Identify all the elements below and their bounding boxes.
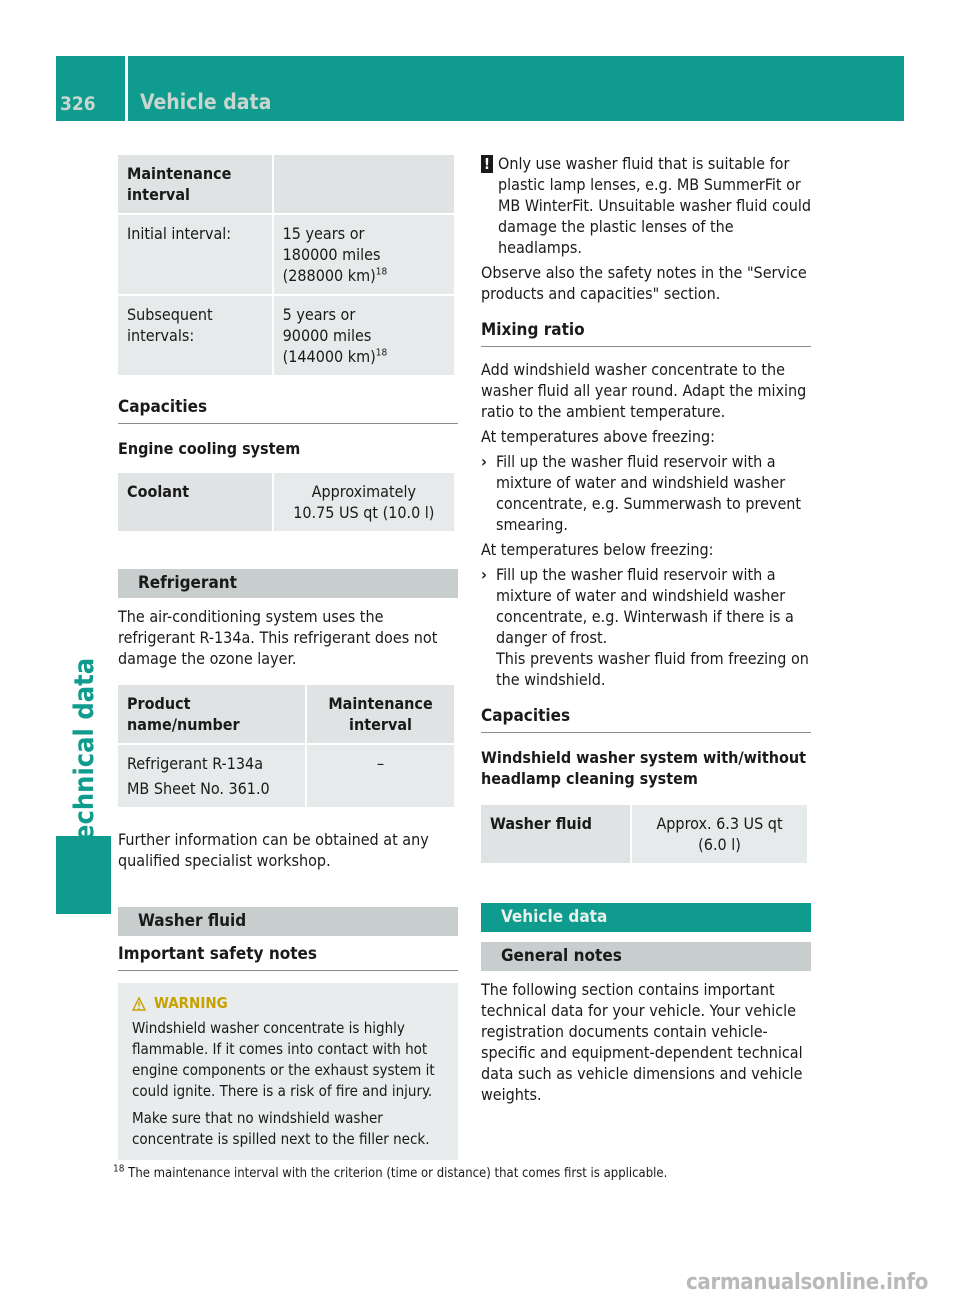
cell-line: 5 years or	[282, 305, 356, 324]
mixing-paragraph: Add windshield washer concentrate to the washer fluid all year round. Adapt the mixing ratio to the ambient temperature.	[481, 360, 807, 421]
subheading-engine-cooling: Engine cooling system	[118, 439, 301, 458]
refrigerant-paragraph: The air-conditioning system uses the refrigerant R-134a. This refrigerant does not damage the ozone layer.	[118, 607, 438, 668]
cell-line: 10.75 US qt (10.0 l)	[293, 503, 435, 522]
page-number: 326	[60, 93, 96, 115]
table-row	[118, 296, 454, 375]
cell-line	[283, 346, 445, 367]
table-row	[118, 473, 454, 531]
cell-line: interval	[349, 715, 412, 734]
table-cell	[274, 296, 454, 375]
section-heading-capacities: Capacities	[118, 397, 458, 424]
warning-box	[118, 983, 458, 1160]
table-cell: –	[307, 745, 454, 807]
step-text: Fill up the washer fluid reservoir with a mixture of water and windshield washer concentrate, e.g. Summerwash to prevent smearing.	[496, 452, 802, 534]
section-heading-general-notes: General notes	[481, 942, 811, 971]
general-notes-paragraph: The following section contains important technical data for your vehicle. Your vehicle registration documents contain vehicle-specific and equipment-dependent technical data such as vehicle dimensions and vehicle weights.	[481, 980, 803, 1104]
note-item	[481, 153, 811, 258]
header-divider	[125, 56, 128, 121]
section-heading-washer-fluid: Washer fluid	[118, 907, 458, 936]
table-cell	[274, 473, 454, 531]
table-row	[118, 215, 454, 294]
cell-text: (144000 km)	[282, 347, 376, 366]
observe-paragraph: Observe also the safety notes in the "Service products and capacities" section.	[481, 263, 807, 303]
instruction-step	[481, 564, 811, 690]
cell-line: (6.0 l)	[698, 835, 741, 854]
cell-line: Refrigerant R-134a	[127, 754, 264, 773]
warning-icon	[132, 997, 146, 1011]
washer-table	[479, 803, 809, 865]
section-heading-refrigerant: Refrigerant	[118, 569, 458, 598]
cell-line: Maintenance	[328, 694, 433, 713]
instruction-step	[481, 451, 811, 535]
step-text-extra: This prevents washer fluid from freezing on the windshield.	[496, 649, 809, 689]
cell-line: 180000 miles	[282, 245, 381, 264]
below-freezing-label: At temperatures below freezing:	[481, 540, 714, 559]
table-row	[118, 155, 454, 213]
footnote-number: 18	[113, 1163, 125, 1175]
watermark: carmanualsonline.info	[686, 1270, 928, 1295]
further-info-paragraph: Further information can be obtained at any qualified specialist workshop.	[118, 830, 429, 870]
above-freezing-label: At temperatures above freezing:	[481, 427, 716, 446]
cell-text: (288000 km)	[282, 266, 376, 285]
table-row	[118, 745, 454, 807]
side-tab-label: Technical data	[69, 657, 100, 854]
table-cell	[118, 296, 272, 375]
note-icon: !	[481, 153, 496, 258]
cell-line: Approx. 6.3 US qt	[656, 814, 783, 833]
cell-line: 90000 miles	[282, 326, 372, 345]
table-header-cell	[274, 155, 454, 213]
table-header-cell	[307, 685, 454, 743]
table-header-cell: Coolant	[118, 473, 272, 531]
note-text: Only use washer fluid that is suitable for plastic lamp lenses, e.g. MB SummerFit or MB WinterFit. Unsuitable washer fluid could damage the plastic lenses of the headlamps.	[498, 154, 811, 257]
right-column	[481, 153, 811, 1105]
maintenance-table	[116, 153, 456, 377]
cell-line	[283, 265, 445, 286]
table-header-cell: Washer fluid	[481, 805, 630, 863]
table-header-cell: Product name/number	[118, 685, 305, 743]
step-arrow-icon: ›	[481, 565, 487, 584]
warning-title	[132, 993, 448, 1014]
refrigerant-table	[116, 683, 456, 809]
table-cell: Initial interval:	[118, 215, 272, 294]
table-row	[118, 685, 454, 743]
subheading-washer-system: Windshield washer system with/without headlamp cleaning system	[481, 748, 807, 788]
footnote-ref: 18	[375, 347, 388, 359]
cell-line: MB Sheet No. 361.0	[127, 779, 270, 798]
cell-line: 15 years or	[282, 224, 365, 243]
cell-line: intervals:	[127, 326, 195, 345]
table-cell	[274, 215, 454, 294]
warning-title-text: WARNING	[154, 994, 228, 1012]
footnote-text: The maintenance interval with the criterion (time or distance) that comes first is applicable.	[128, 1166, 668, 1181]
footnote-ref: 18	[375, 266, 388, 278]
cell-line: Subsequent	[127, 305, 213, 324]
section-heading-safety-notes: Important safety notes	[118, 944, 458, 971]
table-row	[481, 805, 807, 863]
table-header-cell: Maintenance interval	[118, 155, 272, 213]
table-cell	[118, 745, 305, 807]
cell-line: Approximately	[311, 482, 416, 501]
footnote	[113, 1163, 668, 1181]
step-arrow-icon: ›	[481, 452, 487, 471]
warning-paragraph: Make sure that no windshield washer concentrate is spilled next to the filler neck.	[132, 1109, 430, 1148]
left-column	[118, 153, 458, 1160]
step-text-main: Fill up the washer fluid reservoir with a mixture of water and windshield washer concentrate, e.g. Winterwash if there is a danger of frost.	[496, 565, 794, 647]
table-cell	[632, 805, 807, 863]
section-heading-vehicle-data: Vehicle data	[481, 903, 811, 932]
section-heading-capacities-right: Capacities	[481, 706, 811, 733]
coolant-table	[116, 471, 456, 533]
page-title: Vehicle data	[140, 90, 272, 114]
step-text	[496, 564, 811, 690]
warning-paragraph: Windshield washer concentrate is highly flammable. If it comes into contact with hot engine components or the exhaust system it could ignite. There is a risk of fire and injury.	[132, 1019, 435, 1100]
section-heading-mixing-ratio: Mixing ratio	[481, 320, 811, 347]
